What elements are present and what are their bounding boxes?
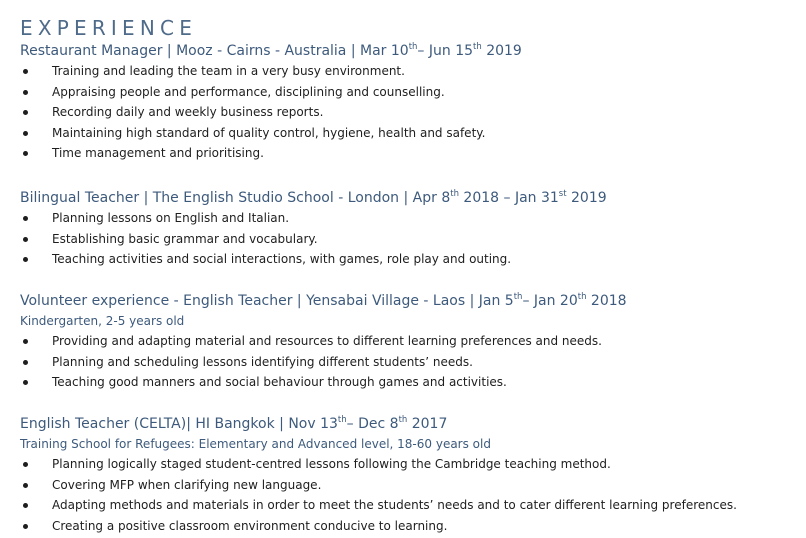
ordinal-suffix: th xyxy=(408,42,418,52)
duty-list xyxy=(20,331,806,393)
bullet-icon xyxy=(23,151,28,156)
duty-text: Providing and adapting material and resources to different learning preferences and needs. xyxy=(52,334,602,348)
bullet-icon xyxy=(23,110,28,115)
duty-item xyxy=(20,516,806,537)
job-subtitle: Training School for Refugees: Elementary and Advanced level, 18-60 years old xyxy=(20,437,491,451)
duty-text: Planning and scheduling lessons identifying different students’ needs. xyxy=(52,354,473,369)
bullet-icon xyxy=(23,483,28,488)
heading-text: 2017 xyxy=(407,416,448,432)
heading-text: Bilingual Teacher | The English Studio School - London | Apr 8 xyxy=(20,190,451,206)
ordinal-suffix: th xyxy=(450,189,459,199)
heading-text: Restaurant Manager | Mooz - Cairns - Australia | Mar 10 xyxy=(20,43,409,59)
duty-item xyxy=(20,143,806,164)
duty-text: Maintaining high standard of quality control, hygiene, health and safety. xyxy=(52,125,486,140)
heading-text: English Teacher (CELTA)| HI Bangkok | Nov 13 xyxy=(20,416,338,432)
job-heading xyxy=(20,188,806,208)
ordinal-suffix: st xyxy=(558,189,567,199)
duty-text: Planning lessons on English and Italian. xyxy=(52,211,290,225)
ordinal-suffix: th xyxy=(337,415,347,425)
duty-item xyxy=(20,331,806,352)
ordinal-suffix: th xyxy=(398,415,408,425)
duty-text: Covering MFP when clarifying new language. xyxy=(52,477,322,492)
duty-text: Adapting methods and materials in order to meet the students’ needs and to cater different learning preferences. xyxy=(52,498,737,512)
duty-list xyxy=(20,61,806,164)
job-entry xyxy=(20,41,806,164)
duty-item xyxy=(20,372,806,393)
bullet-icon xyxy=(23,380,28,385)
duty-text: Time management and prioritising. xyxy=(52,146,264,160)
duty-text: Teaching good manners and social behaviour through games and activities. xyxy=(52,375,507,389)
heading-text: 2018 – Jan 31 xyxy=(458,190,559,206)
bullet-icon xyxy=(23,131,28,136)
ordinal-suffix: th xyxy=(513,292,523,302)
duty-item xyxy=(20,249,806,270)
duty-text: Teaching activities and social interactions, with games, role play and outing. xyxy=(52,252,512,266)
duty-text: Recording daily and weekly business reports. xyxy=(52,105,324,119)
duty-text: Creating a positive classroom environment conducive to learning. xyxy=(52,518,448,533)
ordinal-suffix: th xyxy=(473,42,482,52)
heading-text: – Jun 15 xyxy=(417,43,474,59)
heading-text: 2019 xyxy=(481,43,522,59)
heading-text: Volunteer experience - English Teacher | Yensabai Village - Laos | Jan 5 xyxy=(20,293,514,309)
heading-text: 2019 xyxy=(566,190,607,206)
bullet-icon xyxy=(23,237,28,242)
duty-list xyxy=(20,454,806,536)
bullet-icon xyxy=(23,216,28,221)
duty-item xyxy=(20,229,806,250)
duty-item xyxy=(20,352,806,373)
duty-item xyxy=(20,475,806,496)
duty-list xyxy=(20,208,806,270)
duty-text: Establishing basic grammar and vocabulary. xyxy=(52,231,318,246)
duty-item xyxy=(20,495,806,516)
heading-text: 2018 xyxy=(586,293,627,309)
duty-item xyxy=(20,82,806,103)
job-heading xyxy=(20,41,806,61)
job-entry xyxy=(20,291,806,393)
job-entry xyxy=(20,188,806,270)
bullet-icon xyxy=(23,69,28,74)
duty-text: Appraising people and performance, disciplining and counselling. xyxy=(52,84,445,99)
job-subtitle: Kindergarten, 2-5 years old xyxy=(20,314,185,328)
duty-text: Planning logically staged student-centred lessons following the Cambridge teaching method. xyxy=(52,457,611,471)
duty-text: Training and leading the team in a very busy environment. xyxy=(52,64,405,78)
bullet-icon xyxy=(23,503,28,508)
duty-item xyxy=(20,61,806,82)
duty-item xyxy=(20,123,806,144)
section-title: EXPERIENCE xyxy=(20,16,198,40)
bullet-icon xyxy=(23,360,28,365)
job-heading xyxy=(20,414,806,434)
bullet-icon xyxy=(23,524,28,529)
duty-item xyxy=(20,208,806,229)
duty-item xyxy=(20,454,806,475)
job-entry xyxy=(20,414,806,536)
job-heading xyxy=(20,291,806,311)
bullet-icon xyxy=(23,339,28,344)
bullet-icon xyxy=(23,90,28,95)
ordinal-suffix: th xyxy=(577,292,587,302)
heading-text: – Jan 20 xyxy=(522,293,578,309)
bullet-icon xyxy=(23,462,28,467)
heading-text: – Dec 8 xyxy=(346,416,399,432)
bullet-icon xyxy=(23,257,28,262)
duty-item xyxy=(20,102,806,123)
